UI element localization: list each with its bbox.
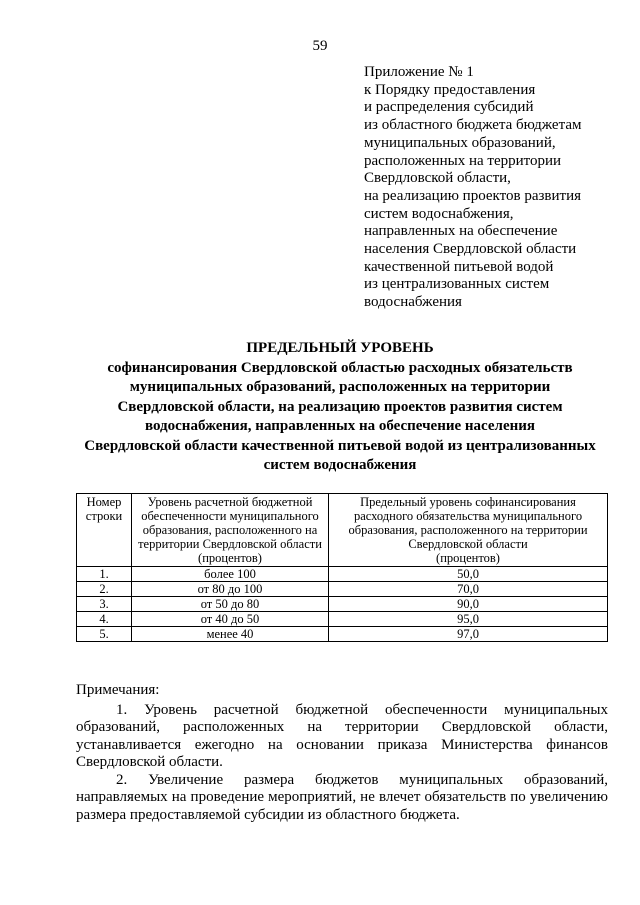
header-line: образования, расположенного на xyxy=(142,523,318,537)
note-item: 2. Увеличение размера бюджетов муниципальных образований, направляемых на проведение мероприятий, не влечет обязательств по увеличению размера предоставляемой субсидии из областного бюджета. xyxy=(76,771,608,823)
table-row xyxy=(77,567,608,582)
row-number: 5. xyxy=(77,627,132,642)
table-row xyxy=(77,612,608,627)
title-line: систем водоснабжения xyxy=(263,457,417,473)
appendix-line: водоснабжения xyxy=(364,294,462,311)
header-budget-level xyxy=(132,494,329,567)
appendix-line: Приложение № 1 xyxy=(364,64,474,80)
header-line: Свердловской области xyxy=(408,537,528,551)
title-line: Свердловской области, на реализацию проектов развития систем xyxy=(117,398,563,415)
title-line: муниципальных образований, расположенных на территории xyxy=(129,379,551,395)
notes-section xyxy=(76,682,608,824)
page-number: 59 xyxy=(312,38,328,54)
table-row xyxy=(77,597,608,612)
row-cofinancing-limit: 95,0 xyxy=(329,612,608,627)
appendix-line: из областного бюджета бюджетам xyxy=(364,117,582,134)
header-line: Номер xyxy=(86,495,122,509)
row-cofinancing-limit: 50,0 xyxy=(329,567,608,582)
row-number: 2. xyxy=(77,582,132,597)
header-line: обеспеченности муниципального xyxy=(141,509,319,523)
row-budget-level: более 100 xyxy=(132,567,329,582)
table-row xyxy=(77,627,608,642)
title-line: софинансирования Свердловской областью расходных обязательств xyxy=(107,359,573,376)
row-cofinancing-limit: 70,0 xyxy=(329,582,608,597)
header-line: Предельный уровень софинансирования xyxy=(360,495,576,509)
appendix-line: Свердловской области, xyxy=(364,170,511,187)
title-line: ПРЕДЕЛЬНЫЙ УРОВЕНЬ xyxy=(246,340,434,356)
table-header-row xyxy=(77,494,608,567)
row-budget-level: от 80 до 100 xyxy=(132,582,329,597)
appendix-line: на реализацию проектов развития xyxy=(364,187,581,204)
header-line: Уровень расчетной бюджетной xyxy=(147,495,313,509)
header-line: расходного обязательства муниципального xyxy=(353,509,583,523)
appendix-line: муниципальных образований, xyxy=(364,134,556,151)
notes-title: Примечания: xyxy=(76,682,160,698)
cofinancing-table xyxy=(76,493,608,642)
appendix-line: и распределения субсидий xyxy=(364,99,534,116)
header-row-number xyxy=(77,494,132,567)
appendix-line: качественной питьевой водой xyxy=(364,258,554,275)
appendix-line: к Порядку предоставления xyxy=(364,81,536,98)
document-title xyxy=(60,339,620,476)
row-cofinancing-limit: 90,0 xyxy=(329,597,608,612)
title-line: водоснабжения, направленных на обеспечение населения xyxy=(144,418,535,434)
appendix-line: систем водоснабжения, xyxy=(364,205,514,222)
row-budget-level: от 50 до 80 xyxy=(132,597,329,612)
header-line: строки xyxy=(85,509,123,523)
table-row xyxy=(77,582,608,597)
row-budget-level: менее 40 xyxy=(132,627,329,642)
header-cofinancing-limit xyxy=(329,494,608,567)
title-line: Свердловской области качественной питьевой водой из централизованных xyxy=(84,437,596,454)
appendix-line: населения Свердловской области xyxy=(364,241,577,258)
appendix-line: из централизованных систем xyxy=(364,276,550,293)
row-budget-level: от 40 до 50 xyxy=(132,612,329,627)
row-number: 3. xyxy=(77,597,132,612)
appendix-block xyxy=(364,64,634,312)
row-number: 1. xyxy=(77,567,132,582)
header-line: территории Свердловской области xyxy=(138,537,322,551)
row-number: 4. xyxy=(77,612,132,627)
row-cofinancing-limit: 97,0 xyxy=(329,627,608,642)
appendix-line: направленных на обеспечение xyxy=(364,223,558,240)
header-line: образования, расположенного на территории xyxy=(348,523,588,537)
appendix-line: расположенных на территории xyxy=(364,152,562,169)
note-item: 1. Уровень расчетной бюджетной обеспеченности муниципальных образований, расположенных на территории Свердловской области, устанавливается ежегодно на основании приказа Министерства финансов Свердловской области. xyxy=(76,701,608,770)
header-line: (процентов) xyxy=(436,551,500,565)
header-line: (процентов) xyxy=(198,551,262,565)
